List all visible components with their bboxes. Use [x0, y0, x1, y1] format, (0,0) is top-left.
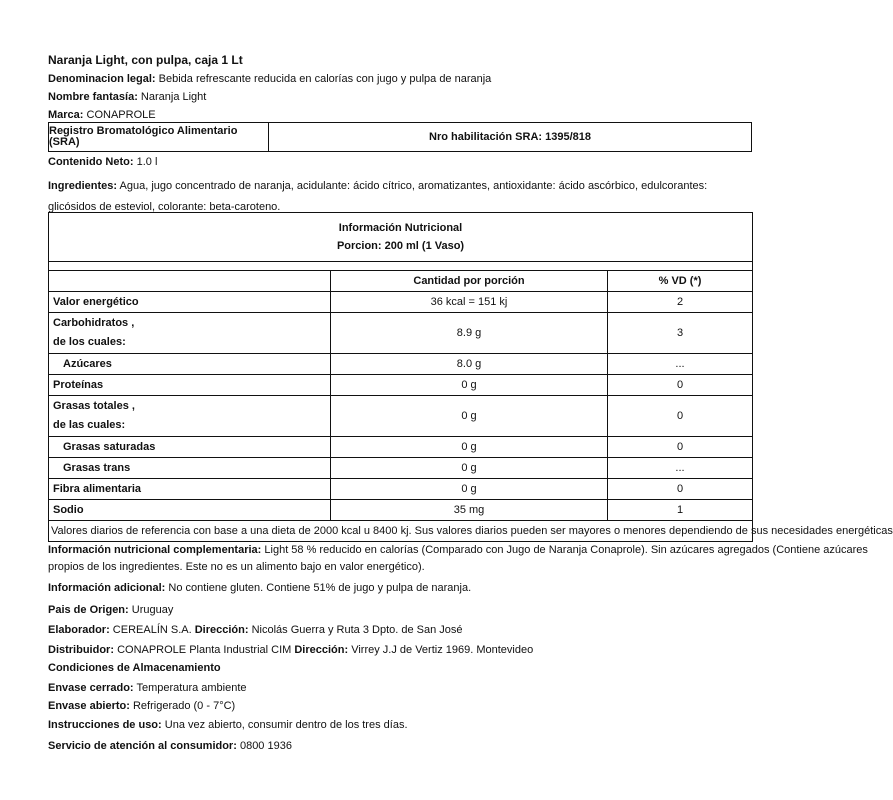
row-label-line1: Carbohidratos ,: [53, 317, 135, 329]
adicional-value: No contiene gluten. Contiene 51% de jugo y pulpa de naranja.: [168, 582, 472, 594]
marca-label: Marca:: [48, 109, 84, 121]
distribuidor-label: Distribuidor:: [48, 644, 114, 656]
row-vd: 0: [608, 396, 753, 437]
sra-registro: Registro Bromatológico Alimentario (SRA): [49, 123, 269, 151]
row-amount: 8.9 g: [331, 313, 608, 354]
row-label: [49, 396, 331, 437]
distribuidor-line: [48, 645, 533, 656]
contenido-label: Contenido Neto:: [48, 156, 134, 168]
row-amount: 0 g: [331, 479, 608, 500]
row-label: Grasas saturadas: [49, 437, 331, 458]
product-title: Naranja Light, con pulpa, caja 1 Lt: [48, 53, 243, 67]
nutrition-portion: Porcion: 200 ml (1 Vaso): [336, 240, 465, 252]
nutrition-spacer: [49, 262, 753, 271]
fantasia-line: [48, 92, 206, 103]
complementaria-label: Información nutricional complementaria:: [48, 544, 262, 556]
row-amount: 0 g: [331, 396, 608, 437]
denominacion-value: Bebida refrescante reducida en calorías con jugo y pulpa de naranja: [158, 73, 492, 85]
distribuidor-dir-label: Dirección:: [294, 644, 349, 656]
row-label: Valor energético: [49, 292, 331, 313]
row-amount: 35 mg: [331, 500, 608, 521]
row-amount: 0 g: [331, 458, 608, 479]
row-label: Proteínas: [49, 375, 331, 396]
elaborador-line: [48, 625, 463, 636]
nutrition-column-headers: [49, 271, 753, 292]
pais-label: Pais de Origen:: [48, 604, 129, 616]
sra-habilitacion: Nro habilitación SRA: 1395/818: [429, 130, 591, 143]
elaborador-label: Elaborador:: [48, 624, 110, 636]
denominacion-label: Denominacion legal:: [48, 73, 156, 85]
elaborador-dir-value: Nicolás Guerra y Ruta 3 Dpto. de San José: [251, 624, 463, 636]
row-label-line2: de las cuales:: [53, 419, 126, 431]
distribuidor-value: CONAPROLE Planta Industrial CIM: [117, 644, 292, 656]
fantasia-value: Naranja Light: [140, 91, 207, 103]
abierto-value: Refrigerado (0 - 7°C): [132, 700, 236, 712]
row-vd: 3: [608, 313, 753, 354]
complementaria-line: [48, 545, 868, 556]
table-row: [49, 375, 753, 396]
instrucciones-line: [48, 720, 408, 731]
row-amount: 36 kcal = 151 kj: [331, 292, 608, 313]
condiciones-heading: Condiciones de Almacenamiento: [48, 662, 221, 674]
row-vd: 0: [608, 437, 753, 458]
sra-box: [48, 122, 752, 152]
table-row: [49, 354, 753, 375]
contenido-line: [48, 157, 157, 168]
marca-line: [48, 110, 156, 121]
row-label: Sodio: [49, 500, 331, 521]
servicio-label: Servicio de atención al consumidor:: [48, 740, 237, 752]
instrucciones-value: Una vez abierto, consumir dentro de los tres días.: [164, 719, 408, 731]
complementaria-value-2: propios de los ingredientes. Este no es un alimento bajo en valor energético).: [48, 561, 425, 573]
table-row: [49, 500, 753, 521]
nutrition-header: [49, 213, 753, 262]
row-amount: 0 g: [331, 375, 608, 396]
row-amount: 8.0 g: [331, 354, 608, 375]
nutrition-footnote-row: [49, 521, 753, 542]
marca-value: CONAPROLE: [86, 109, 156, 121]
table-row: [49, 292, 753, 313]
servicio-value: 0800 1936: [239, 740, 292, 752]
cerrado-label: Envase cerrado:: [48, 682, 134, 694]
row-label-line2: de los cuales:: [53, 336, 126, 348]
table-row: [49, 458, 753, 479]
instrucciones-label: Instrucciones de uso:: [48, 719, 162, 731]
ingredientes-label: Ingredientes:: [48, 180, 118, 192]
fantasia-label: Nombre fantasía:: [48, 91, 138, 103]
nutrition-table: [48, 212, 893, 542]
row-vd: 0: [608, 479, 753, 500]
abierto-line: [48, 701, 235, 712]
row-label: [49, 313, 331, 354]
row-label: Azúcares: [49, 354, 331, 375]
row-vd: 1: [608, 500, 753, 521]
cerrado-line: [48, 683, 247, 694]
row-amount: 0 g: [331, 437, 608, 458]
distribuidor-dir-value: Virrey J.J de Vertiz 1969. Montevideo: [351, 644, 534, 656]
elaborador-value: CEREALÍN S.A.: [112, 624, 192, 636]
nutrition-title: Información Nutricional: [338, 222, 463, 234]
table-row: [49, 313, 753, 354]
complementaria-value-1: Light 58 % reducido en calorías (Comparado con Jugo de Naranja Conaprole). Sin azúcares agregados (Contiene azúcares: [264, 544, 868, 556]
servicio-line: [48, 741, 292, 752]
pais-line: [48, 605, 173, 616]
pais-value: Uruguay: [131, 604, 174, 616]
table-row: [49, 479, 753, 500]
elaborador-dir-label: Dirección:: [194, 624, 249, 636]
table-row: [49, 396, 753, 437]
adicional-line: [48, 583, 471, 594]
nutrition-footnote: Valores diarios de referencia con base a una dieta de 2000 kcal u 8400 kj. Sus valores diarios pueden ser mayores o menores dependiendo de sus necesidades energéticas: [49, 521, 753, 542]
contenido-value: 1.0 l: [136, 156, 158, 168]
row-label: Grasas trans: [49, 458, 331, 479]
table-row: [49, 437, 753, 458]
col-vd-header: % VD (*): [608, 271, 753, 292]
adicional-label: Información adicional:: [48, 582, 166, 594]
row-vd: ...: [608, 458, 753, 479]
row-vd: ...: [608, 354, 753, 375]
row-vd: 2: [608, 292, 753, 313]
col-amount-header: Cantidad por porción: [331, 271, 608, 292]
row-label: Fibra alimentaria: [49, 479, 331, 500]
cerrado-value: Temperatura ambiente: [136, 682, 247, 694]
ingredientes-value: Agua, jugo concentrado de naranja, acidulante: ácido cítrico, aromatizantes, antioxidante: ácido ascórbico, edulcorantes: glicósidos de esteviol, colorante: beta-caroteno.: [48, 180, 708, 213]
col-label-empty: [49, 271, 331, 292]
row-vd: 0: [608, 375, 753, 396]
denominacion-line: [48, 74, 491, 85]
abierto-label: Envase abierto:: [48, 700, 130, 712]
row-label-line1: Grasas totales ,: [53, 400, 135, 412]
